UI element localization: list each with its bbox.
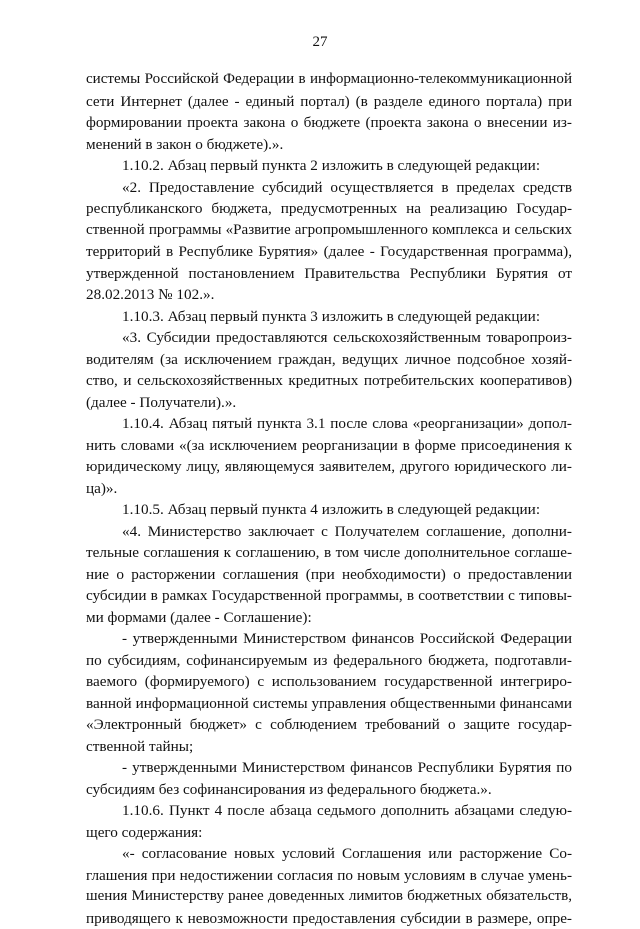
text-line: субсидии в рамках Государственной программы, в соответствии с типовы-: [86, 585, 572, 607]
text-line: - утвержденными Министерством финансов Российской Федерации: [86, 628, 572, 650]
text-line: утвержденной постановлением Правительства Республики Бурятия от: [86, 263, 572, 285]
text-line: «4. Министерство заключает с Получателем соглашение, дополни-: [86, 521, 572, 543]
text-line: территорий в Республике Бурятия» (далее - Государственная программа),: [86, 241, 572, 263]
text-line: юридическому лицу, являющемуся заявителем, другого юридического ли-: [86, 456, 572, 478]
text-line: водителям (за исключением граждан, ведущих личное подсобное хозяй-: [86, 349, 572, 371]
text-line: тельные соглашения к соглашению, в том числе дополнительное соглаше-: [86, 542, 572, 564]
text-line: 1.10.6. Пункт 4 после абзаца седьмого дополнить абзацами следую-: [86, 800, 572, 822]
text-line: ство, и сельскохозяйственных кредитных потребительских кооперативов): [86, 370, 572, 392]
text-line: 1.10.2. Абзац первый пункта 2 изложить в следующей редакции:: [86, 155, 572, 177]
text-line: сети Интернет (далее - единый портал) (в разделе единого портала) при: [86, 91, 572, 113]
text-line: ние о расторжении соглашения (при необходимости) о предоставлении: [86, 564, 572, 586]
page-number: 27: [0, 34, 640, 51]
text-line: ца)».: [86, 478, 572, 500]
text-line: щего содержания:: [86, 822, 572, 844]
text-line: ваемого (формируемого) с использованием государственной интегриро-: [86, 671, 572, 693]
text-line: «Электронный бюджет» с соблюдением требований о защите государ-: [86, 714, 572, 736]
text-line: субсидиям без софинансирования из федерального бюджета.».: [86, 779, 572, 801]
text-line: глашения при недостижении согласия по новым условиям в случае умень-: [86, 865, 572, 887]
text-line: «3. Субсидии предоставляются сельскохозяйственным товаропроиз-: [86, 327, 572, 349]
text-line: менений в закон о бюджете).».: [86, 134, 572, 156]
text-line: 1.10.5. Абзац первый пункта 4 изложить в следующей редакции:: [86, 499, 572, 521]
document-body: [86, 69, 572, 929]
text-line: нить словами «(за исключением реорганизации в форме присоединения к: [86, 435, 572, 457]
text-line: приводящего к невозможности предоставления субсидии в размере, опре-: [86, 908, 572, 929]
text-line: «- согласование новых условий Соглашения или расторжение Со-: [86, 843, 572, 865]
text-line: ственной тайны;: [86, 736, 572, 758]
text-line: ванной информационной системы управления общественными финансами: [86, 693, 572, 715]
text-line: шения Министерству ранее доведенных лимитов бюджетных обязательств,: [86, 886, 572, 908]
text-line: республиканского бюджета, предусмотренных на реализацию Государ-: [86, 198, 572, 220]
text-line: по субсидиям, софинансируемым из федерального бюджета, подготавли-: [86, 650, 572, 672]
text-line: ственной программы «Развитие агропромышленного комплекса и сельских: [86, 220, 572, 242]
text-line: (далее - Получатели).».: [86, 392, 572, 414]
text-line: 1.10.3. Абзац первый пункта 3 изложить в следующей редакции:: [86, 306, 572, 328]
text-line: системы Российской Федерации в информационно-телекоммуникационной: [86, 69, 572, 91]
text-line: 1.10.4. Абзац пятый пункта 3.1 после слова «реорганизации» допол-: [86, 413, 572, 435]
text-line: - утвержденными Министерством финансов Республики Бурятия по: [86, 757, 572, 779]
text-line: 28.02.2013 № 102.».: [86, 284, 572, 306]
text-line: ми формами (далее - Соглашение):: [86, 607, 572, 629]
text-line: «2. Предоставление субсидий осуществляется в пределах средств: [86, 177, 572, 199]
text-line: формировании проекта закона о бюджете (проекта закона о внесении из-: [86, 112, 572, 134]
